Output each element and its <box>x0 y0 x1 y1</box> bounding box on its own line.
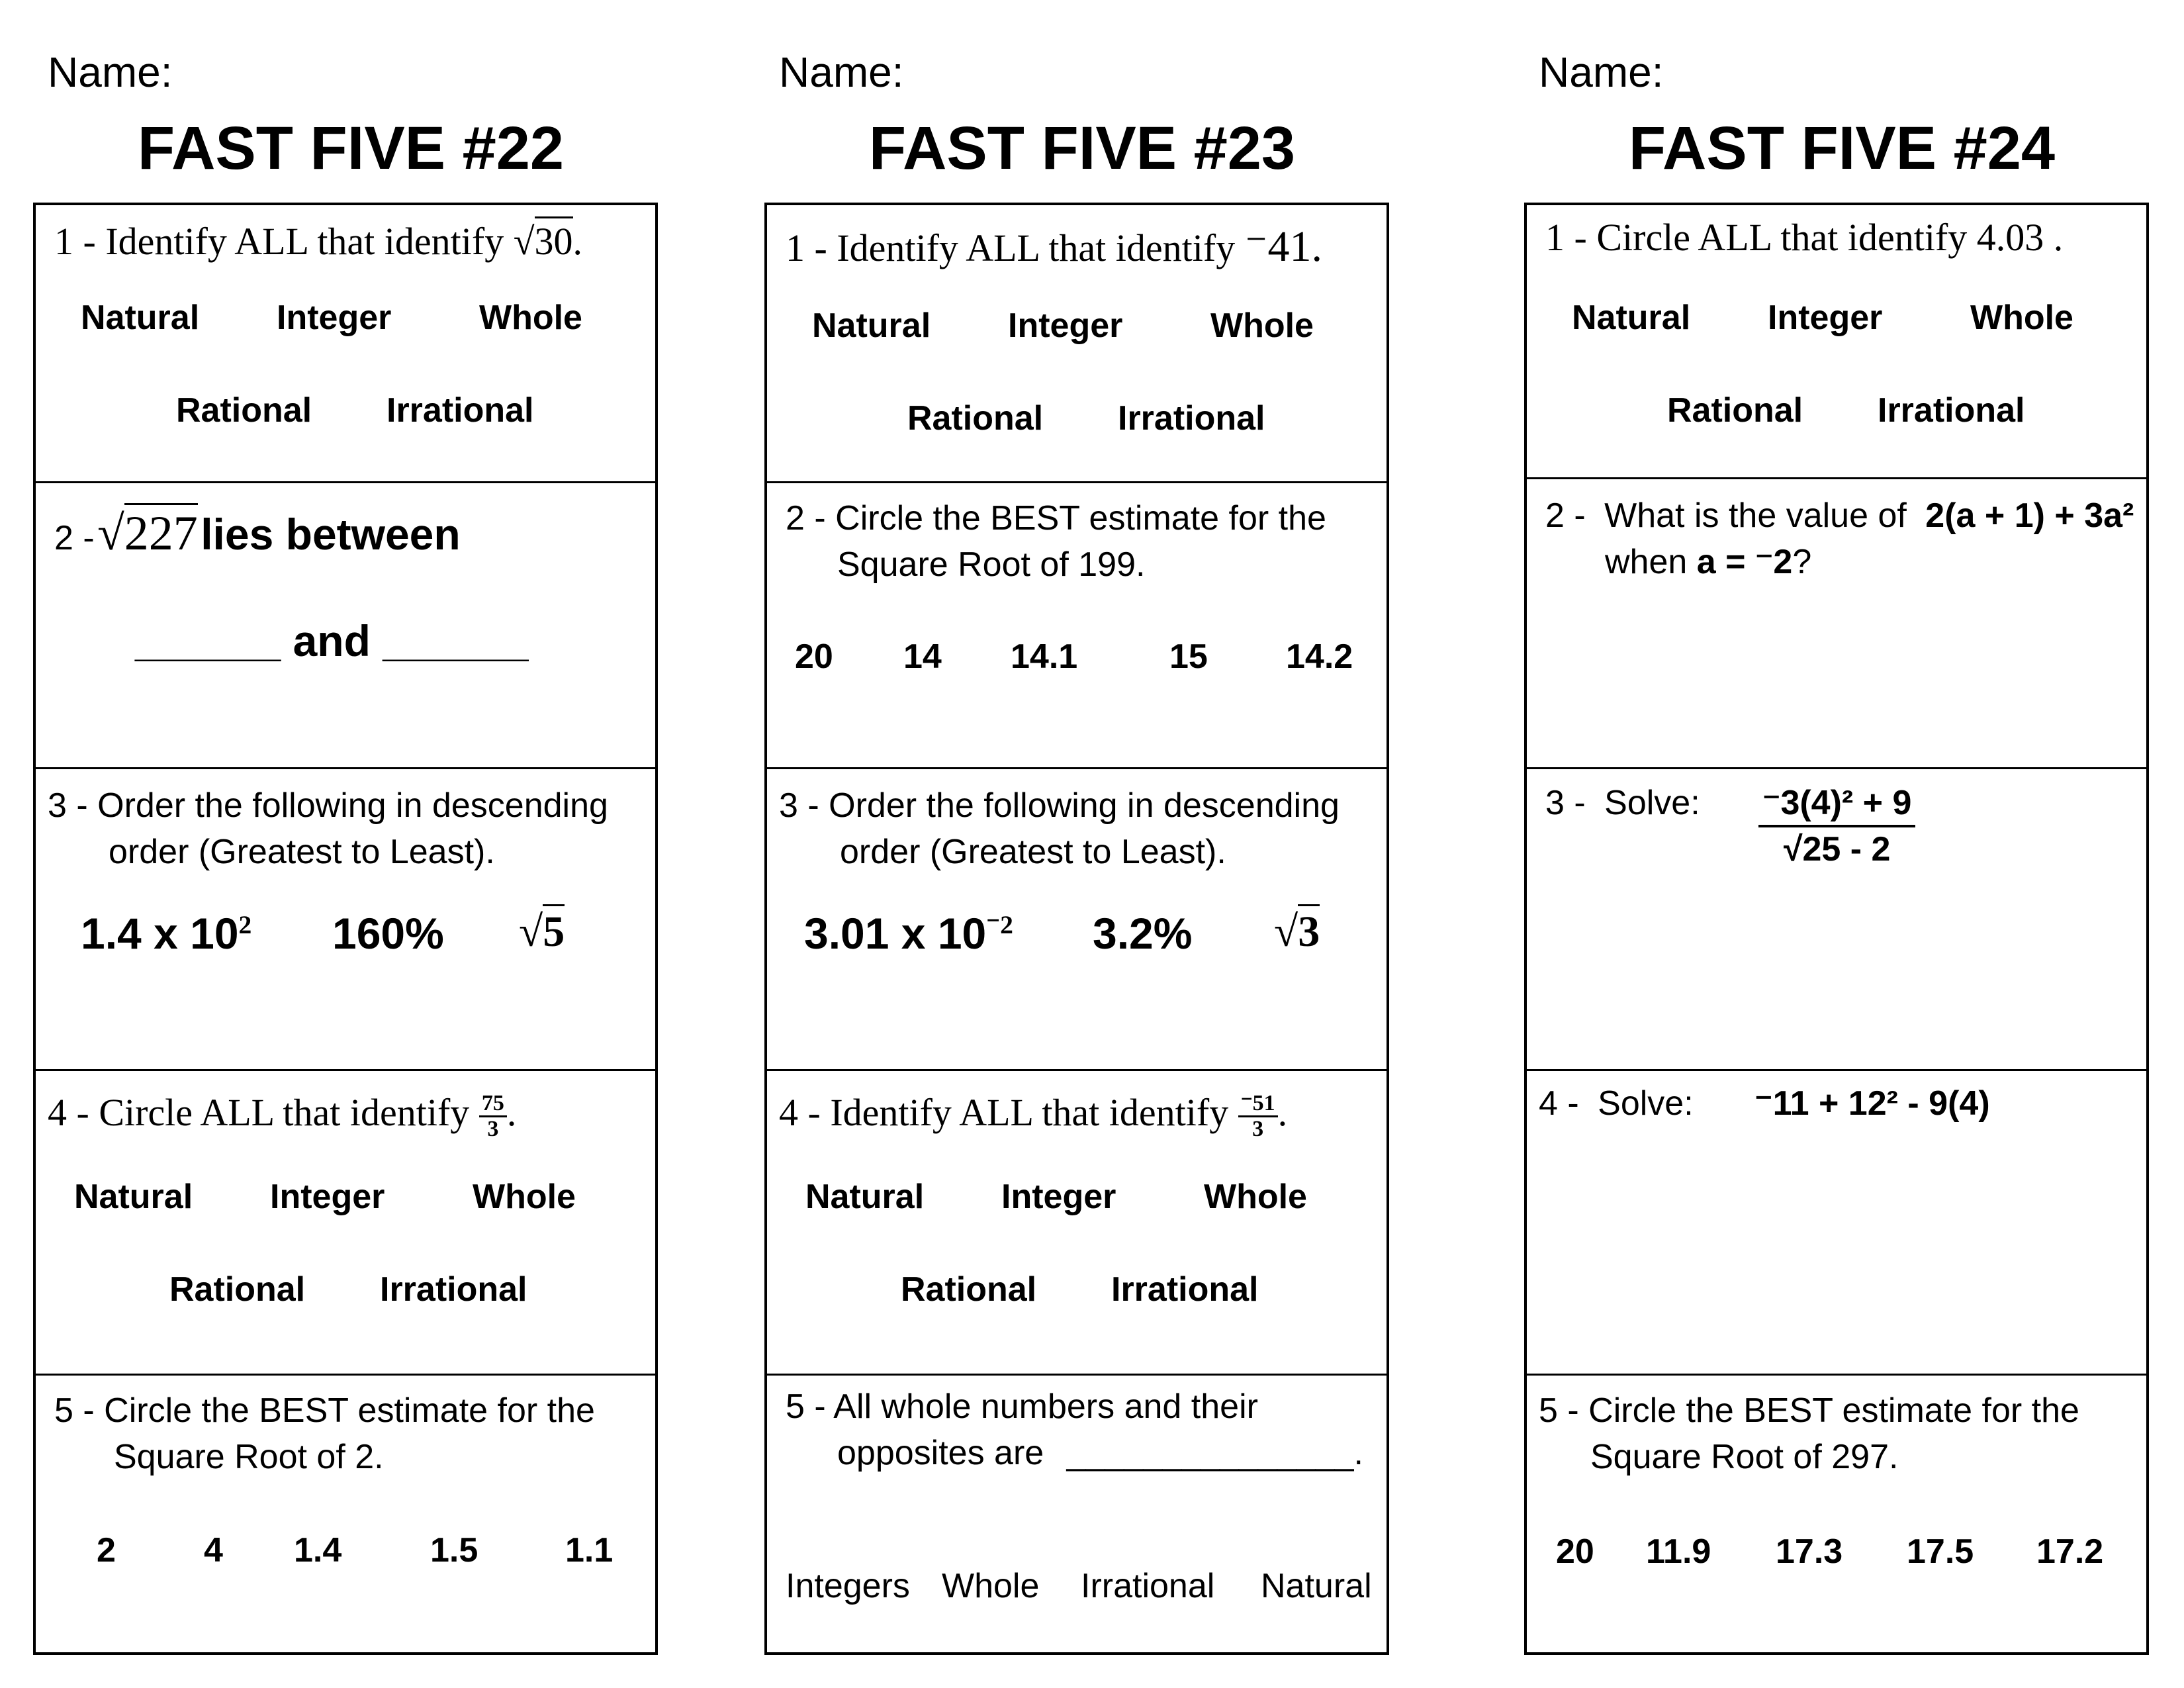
question-box <box>1524 203 2149 1655</box>
question-4: 4 - Circle ALL that identify $\frac{75}{3}$ . Natural Integer Whole Rational Irrational <box>36 1071 655 1376</box>
option-whole[interactable]: Whole <box>1970 299 2073 337</box>
option-2[interactable]: 14 <box>903 637 942 676</box>
option-whole[interactable]: Whole <box>1210 306 1314 345</box>
option-integer[interactable]: Integer <box>1768 299 1883 337</box>
option-natural[interactable]: Natural <box>74 1178 193 1216</box>
answer-blank[interactable]: _______________ <box>1066 1434 1354 1472</box>
fraction: $\frac{^-51}{3}$ <box>1238 1092 1278 1141</box>
fraction: $\frac{75}{3}$ <box>479 1092 507 1141</box>
option-irrational[interactable]: Irrational <box>387 391 534 430</box>
option-4[interactable]: 17.5 <box>1907 1532 1974 1571</box>
option-1[interactable]: 2 <box>97 1531 116 1570</box>
question-box <box>764 203 1389 1655</box>
question-5: 5 - Circle the BEST estimate for the Square Root of 297. 20 11.9 17.3 17.5 17.2 <box>1539 1391 2104 1571</box>
sheet-23 <box>764 0 1400 1688</box>
option-integer[interactable]: Integer <box>1008 306 1123 345</box>
question-3: 3 - Order the following in descending order (Greatest to Least). 1.4 x $10^2$ 160% √5 <box>36 769 655 1071</box>
sheet-22 <box>33 0 668 1688</box>
option-whole[interactable]: Whole <box>942 1567 1040 1605</box>
option-irrational[interactable]: Irrational <box>1878 391 2025 430</box>
question-2: 2 - What is the value of 2(a + 1) + 3a² when a = ⁻2? <box>1527 479 2146 769</box>
option-rational[interactable]: Rational <box>176 391 312 430</box>
option-integer[interactable]: Integer <box>1001 1178 1116 1216</box>
option-natural[interactable]: Natural <box>805 1178 925 1216</box>
option-rational[interactable]: Rational <box>907 399 1044 438</box>
option-5[interactable]: 14.2 <box>1286 637 1353 676</box>
question-4: 4 - Identify ALL that identify $\frac{^-51}{3}$ . Natural Integer Whole Rational Irrational <box>767 1071 1387 1376</box>
name-label: Name: <box>1539 48 1664 96</box>
question-2: 2 - √227 lies between ______ and ______ <box>36 483 655 769</box>
option-whole[interactable]: Whole <box>473 1178 576 1216</box>
name-label: Name: <box>48 48 173 96</box>
sheet-24 <box>1524 0 2160 1688</box>
item-percent: 3.2% <box>1093 909 1193 958</box>
option-integer[interactable]: Integer <box>270 1178 385 1216</box>
option-irrational[interactable]: Irrational <box>1118 399 1265 438</box>
option-natural[interactable]: Natural <box>1261 1567 1372 1605</box>
sheet-title: FAST FIVE #23 <box>868 115 1296 182</box>
option-4[interactable]: 15 <box>1169 637 1208 676</box>
question-1: 1 - Circle ALL that identify 4.03 . Natural Integer Whole Rational Irrational <box>1527 205 2146 479</box>
answer-blank-1[interactable]: ______ <box>135 616 281 665</box>
fraction-expression: ⁻3(4)² + 9 √25 - 2 <box>1758 781 1915 871</box>
option-integer[interactable]: Integer <box>277 299 392 337</box>
option-3[interactable]: 14.1 <box>1011 637 1078 676</box>
option-5[interactable]: 17.2 <box>2036 1532 2104 1571</box>
name-label: Name: <box>779 48 904 96</box>
sheet-title: FAST FIVE #24 <box>1628 115 2056 182</box>
option-rational[interactable]: Rational <box>1667 391 1803 430</box>
question-3: 3 - Solve: ⁻3(4)² + 9 √25 - 2 <box>1527 769 2146 1071</box>
question-5: 5 - Circle the BEST estimate for the Square Root of 2. 2 4 1.4 1.5 1.1 <box>54 1391 614 1570</box>
question-4: 4 - Solve: ⁻11 + 12² - 9(4) <box>1527 1071 2146 1376</box>
item-root: √3 <box>1274 906 1320 957</box>
option-irrational[interactable]: Irrational <box>1111 1270 1259 1309</box>
option-irrational[interactable]: Irrational <box>380 1270 527 1309</box>
question-1: 1 - Identify ALL that identify ⁻41. Natural Integer Whole Rational Irrational <box>767 205 1387 483</box>
option-5[interactable]: 1.1 <box>565 1531 614 1570</box>
item-scientific: 1.4 x $10^2$ <box>81 909 252 958</box>
option-whole[interactable]: Whole <box>1204 1178 1307 1216</box>
option-natural[interactable]: Natural <box>81 299 200 337</box>
question-5: 5 - All whole numbers and their opposites are _______________. Integers Whole Irrational Natural <box>786 1387 1372 1605</box>
question-2: 2 - Circle the BEST estimate for the Square Root of 199. 20 14 14.1 15 14.2 <box>767 483 1387 769</box>
option-2[interactable]: 4 <box>204 1531 223 1570</box>
item-scientific: 3.01 x $10^{^-2}$ <box>804 909 1013 958</box>
expression: ⁻11 + 12² - 9(4) <box>1754 1084 1990 1123</box>
option-4[interactable]: 1.5 <box>430 1531 478 1570</box>
option-2[interactable]: 11.9 <box>1646 1532 1711 1571</box>
option-irrational[interactable]: Irrational <box>1081 1567 1215 1605</box>
option-whole[interactable]: Whole <box>479 299 582 337</box>
answer-blank-2[interactable]: ______ <box>383 616 529 665</box>
option-3[interactable]: 17.3 <box>1776 1532 1843 1571</box>
option-rational[interactable]: Rational <box>901 1270 1037 1309</box>
item-percent: 160% <box>332 909 444 958</box>
question-box <box>33 203 658 1655</box>
sheet-title: FAST FIVE #22 <box>137 115 565 182</box>
question-1: 1 - Identify ALL that identify √30. Natural Integer Whole Rational Irrational <box>36 205 655 483</box>
option-natural[interactable]: Natural <box>812 306 931 345</box>
option-rational[interactable]: Rational <box>169 1270 306 1309</box>
question-3: 3 - Order the following in descending order (Greatest to Least). 3.01 x $10^{^-2}$ 3.2% √3 <box>767 769 1387 1071</box>
option-1[interactable]: 20 <box>795 637 833 676</box>
option-natural[interactable]: Natural <box>1572 299 1691 337</box>
option-3[interactable]: 1.4 <box>294 1531 342 1570</box>
option-1[interactable]: 20 <box>1556 1532 1594 1571</box>
option-integers[interactable]: Integers <box>786 1567 910 1605</box>
item-root: √5 <box>519 906 565 957</box>
